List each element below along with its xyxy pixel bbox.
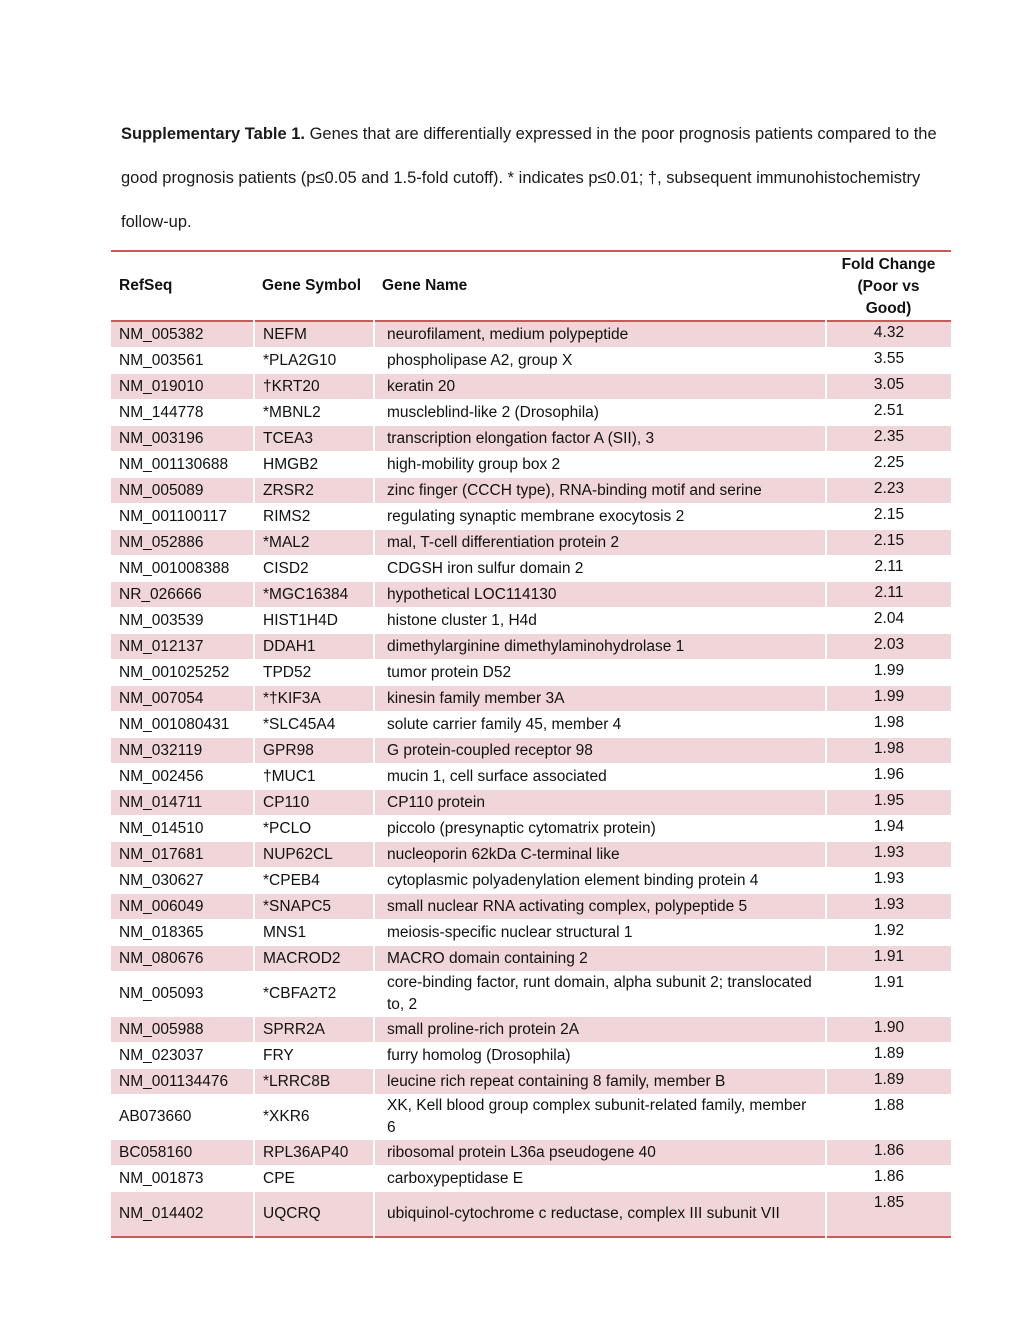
refseq-cell: NM_003196 [111, 426, 254, 452]
gene-name-text: regulating synaptic membrane exocytosis 2 [387, 507, 685, 525]
refseq-cell: NM_001100117 [111, 504, 254, 530]
header-row [111, 251, 951, 321]
gene-symbol-cell: FRY [254, 1043, 374, 1069]
fold-change-cell: 1.91 [873, 974, 905, 991]
refseq-cell: NM_032119 [111, 738, 254, 764]
refseq-cell: NR_026666 [111, 582, 254, 608]
gene-name-text: piccolo (presynaptic cytomatrix protein) [387, 819, 656, 837]
gene-name-cell [374, 634, 826, 660]
table-row [111, 1095, 951, 1140]
fold-change-cell: 1.98 [873, 714, 905, 731]
refseq-cell: NM_003561 [111, 348, 254, 374]
gene-name-cell [374, 1140, 826, 1166]
refseq-cell: NM_001080431 [111, 712, 254, 738]
gene-name-cell [374, 1043, 826, 1069]
header-fold-change [826, 251, 951, 321]
gene-name-text: histone cluster 1, H4d [387, 611, 537, 629]
refseq-cell: NM_018365 [111, 920, 254, 946]
gene-name-text: small nuclear RNA activating complex, polypeptide 5 [387, 897, 748, 915]
gene-name-cell [374, 348, 826, 374]
fold-change-cell: 1.85 [826, 1192, 951, 1238]
fold-change-cell: 2.23 [826, 478, 951, 504]
fold-change-cell: 1.89 [873, 1045, 905, 1062]
table-row [111, 1192, 951, 1238]
fold-change-cell: 2.25 [873, 454, 905, 471]
refseq-cell: NM_052886 [111, 530, 254, 556]
table-row [111, 920, 951, 946]
table-row [111, 660, 951, 686]
gene-name-text: ubiquinol-cytochrome c reductase, complex III subunit VII [387, 1205, 780, 1222]
gene-name-cell [374, 582, 826, 608]
fold-change-cell: 1.90 [826, 1017, 951, 1043]
fold-change-cell: 1.86 [826, 1140, 951, 1166]
gene-name-cell [374, 1069, 826, 1095]
table-row [111, 712, 951, 738]
refseq-cell: NM_001008388 [111, 556, 254, 582]
gene-symbol-cell: †MUC1 [254, 764, 374, 790]
table-row [111, 1017, 951, 1043]
table-row [111, 426, 951, 452]
gene-name-cell [374, 400, 826, 426]
gene-name-text: mucin 1, cell surface associated [387, 767, 607, 785]
fold-change-cell: 2.11 [874, 558, 904, 575]
table-row [111, 348, 951, 374]
gene-name-text: tumor protein D52 [387, 663, 512, 681]
fold-change-cell: 1.91 [826, 946, 951, 972]
gene-name-cell [374, 1095, 826, 1140]
gene-symbol-cell: *CBFA2T2 [254, 972, 374, 1017]
refseq-cell: NM_023037 [111, 1043, 254, 1069]
table-row [111, 790, 951, 816]
header-gene-name: Gene Name [382, 277, 468, 294]
table-row [111, 504, 951, 530]
caption-label: Supplementary Table 1. [121, 125, 305, 143]
gene-name-text: zinc finger (CCCH type), RNA-binding motif and serine [387, 481, 762, 499]
refseq-cell: NM_001873 [111, 1166, 254, 1192]
refseq-cell: NM_005093 [111, 972, 254, 1017]
gene-name-text: kinesin family member 3A [387, 689, 565, 707]
table-row [111, 1043, 951, 1069]
gene-name-cell [374, 504, 826, 530]
table-caption [121, 112, 941, 244]
gene-table [111, 250, 951, 1238]
fold-change-cell: 2.11 [826, 582, 951, 608]
gene-name-text: phospholipase A2, group X [387, 351, 573, 369]
gene-symbol-cell: *CPEB4 [254, 868, 374, 894]
gene-symbol-cell: *PLA2G10 [254, 348, 374, 374]
gene-symbol-cell: TPD52 [254, 660, 374, 686]
refseq-cell: NM_001025252 [111, 660, 254, 686]
header-fold-line2: (Poor vs Good) [857, 278, 920, 317]
gene-symbol-cell: *LRRC8B [254, 1069, 374, 1095]
fold-change-cell: 1.99 [873, 662, 905, 679]
fold-change-cell: 4.32 [826, 321, 951, 348]
gene-symbol-cell: TCEA3 [254, 426, 374, 452]
gene-name-cell [374, 530, 826, 556]
table-row [111, 1069, 951, 1095]
refseq-cell: NM_002456 [111, 764, 254, 790]
gene-symbol-cell: RIMS2 [254, 504, 374, 530]
gene-name-cell [374, 452, 826, 478]
fold-change-cell: 1.93 [826, 842, 951, 868]
fold-change-cell: 2.35 [826, 426, 951, 452]
table-row [111, 894, 951, 920]
table-row [111, 556, 951, 582]
gene-name-text: neurofilament, medium polypeptide [387, 325, 629, 343]
refseq-cell: NM_001130688 [111, 452, 254, 478]
gene-name-text: meiosis-specific nuclear structural 1 [387, 923, 633, 941]
refseq-cell: NM_005089 [111, 478, 254, 504]
gene-name-text: MACRO domain containing 2 [387, 949, 588, 967]
gene-symbol-cell: *SLC45A4 [254, 712, 374, 738]
refseq-cell: NM_144778 [111, 400, 254, 426]
fold-change-cell: 1.92 [873, 922, 905, 939]
refseq-cell: NM_005382 [111, 321, 254, 348]
fold-change-cell: 1.99 [826, 686, 951, 712]
gene-name-cell [374, 426, 826, 452]
refseq-cell: NM_080676 [111, 946, 254, 972]
refseq-cell: NM_007054 [111, 686, 254, 712]
fold-change-cell: 1.86 [873, 1168, 905, 1185]
fold-change-cell: 2.15 [873, 506, 905, 523]
gene-name-cell [374, 790, 826, 816]
gene-symbol-cell: CISD2 [254, 556, 374, 582]
gene-name-text: keratin 20 [387, 377, 456, 395]
refseq-cell: NM_019010 [111, 374, 254, 400]
gene-symbol-cell: †KRT20 [254, 374, 374, 400]
header-fold-line1: Fold Change [841, 256, 936, 273]
gene-name-cell [374, 556, 826, 582]
fold-change-cell: 1.93 [873, 870, 905, 887]
table-row [111, 868, 951, 894]
gene-name-text: cytoplasmic polyadenylation element binding protein 4 [387, 871, 759, 889]
refseq-cell: NM_003539 [111, 608, 254, 634]
table-row [111, 842, 951, 868]
gene-name-cell [374, 842, 826, 868]
table-row [111, 400, 951, 426]
gene-name-text: muscleblind-like 2 (Drosophila) [387, 403, 599, 421]
gene-symbol-cell: MACROD2 [254, 946, 374, 972]
fold-change-cell: 2.15 [826, 530, 951, 556]
fold-change-cell: 2.51 [873, 402, 905, 419]
gene-name-cell [374, 972, 826, 1017]
gene-name-cell [374, 738, 826, 764]
gene-name-cell [374, 374, 826, 400]
gene-name-text: CP110 protein [387, 793, 485, 811]
gene-symbol-cell: SPRR2A [254, 1017, 374, 1043]
gene-name-cell [374, 660, 826, 686]
gene-symbol-cell: UQCRQ [254, 1192, 374, 1238]
fold-change-cell: 2.03 [826, 634, 951, 660]
refseq-cell: NM_005988 [111, 1017, 254, 1043]
gene-name-cell [374, 1166, 826, 1192]
gene-symbol-cell: *SNAPC5 [254, 894, 374, 920]
gene-name-cell [374, 712, 826, 738]
header-refseq: RefSeq [119, 277, 173, 294]
fold-change-cell: 1.94 [873, 818, 905, 835]
gene-name-cell [374, 1192, 826, 1238]
gene-symbol-cell: MNS1 [254, 920, 374, 946]
gene-name-cell [374, 1017, 826, 1043]
refseq-cell: NM_017681 [111, 842, 254, 868]
fold-change-cell: 1.96 [873, 766, 905, 783]
gene-name-cell [374, 321, 826, 348]
gene-name-cell [374, 868, 826, 894]
refseq-cell: BC058160 [111, 1140, 254, 1166]
gene-name-cell [374, 764, 826, 790]
gene-name-text: dimethylarginine dimethylaminohydrolase 1 [387, 637, 685, 655]
table-row [111, 452, 951, 478]
refseq-cell: NM_006049 [111, 894, 254, 920]
gene-symbol-cell: GPR98 [254, 738, 374, 764]
refseq-cell: NM_012137 [111, 634, 254, 660]
gene-symbol-cell: HMGB2 [254, 452, 374, 478]
gene-symbol-cell: *MAL2 [254, 530, 374, 556]
table-body [111, 321, 951, 1237]
gene-name-cell [374, 894, 826, 920]
gene-symbol-cell: RPL36AP40 [254, 1140, 374, 1166]
table-row [111, 946, 951, 972]
header-gene-symbol: Gene Symbol [262, 277, 362, 294]
table-row [111, 321, 951, 348]
fold-change-cell: 2.04 [873, 610, 905, 627]
gene-symbol-cell: DDAH1 [254, 634, 374, 660]
gene-symbol-cell: *PCLO [254, 816, 374, 842]
refseq-cell: NM_014402 [111, 1192, 254, 1238]
refseq-cell: AB073660 [111, 1095, 254, 1140]
table-row [111, 608, 951, 634]
gene-name-text: XK, Kell blood group complex subunit-related family, member 6 [387, 1097, 807, 1136]
fold-change-cell: 1.98 [826, 738, 951, 764]
gene-symbol-cell: *†KIF3A [254, 686, 374, 712]
fold-change-cell: 1.93 [826, 894, 951, 920]
gene-symbol-cell: *XKR6 [254, 1095, 374, 1140]
caption-text: Genes that are differentially expressed in the poor prognosis patients compared to the good prognosis patients (p≤0.05 and 1.5-fold cutoff). * indicates p≤0.01; †, subsequent immunohistochemistry follow-up. [121, 125, 937, 231]
gene-name-text: hypothetical LOC114130 [387, 585, 557, 603]
table-row [111, 764, 951, 790]
table-row [111, 738, 951, 764]
table-row [111, 530, 951, 556]
gene-symbol-cell: ZRSR2 [254, 478, 374, 504]
gene-name-text: carboxypeptidase E [387, 1169, 524, 1187]
gene-name-cell [374, 816, 826, 842]
gene-symbol-cell: NUP62CL [254, 842, 374, 868]
table-row [111, 686, 951, 712]
gene-name-text: G protein-coupled receptor 98 [387, 741, 593, 759]
refseq-cell: NM_001134476 [111, 1069, 254, 1095]
table-row [111, 634, 951, 660]
gene-name-text: transcription elongation factor A (SII), 3 [387, 429, 655, 447]
gene-name-text: ribosomal protein L36a pseudogene 40 [387, 1143, 656, 1161]
fold-change-cell: 3.55 [873, 350, 905, 367]
refseq-cell: NM_014510 [111, 816, 254, 842]
fold-change-cell: 1.89 [826, 1069, 951, 1095]
table-row [111, 1166, 951, 1192]
fold-change-cell: 1.88 [873, 1097, 905, 1114]
refseq-cell: NM_030627 [111, 868, 254, 894]
gene-symbol-cell: *MBNL2 [254, 400, 374, 426]
gene-name-text: leucine rich repeat containing 8 family, member B [387, 1072, 726, 1090]
gene-name-cell [374, 920, 826, 946]
table-row [111, 816, 951, 842]
gene-symbol-cell: CP110 [254, 790, 374, 816]
table-row [111, 972, 951, 1017]
gene-symbol-cell: HIST1H4D [254, 608, 374, 634]
table-row [111, 374, 951, 400]
gene-name-cell [374, 686, 826, 712]
table-row [111, 478, 951, 504]
gene-name-text: nucleoporin 62kDa C-terminal like [387, 845, 620, 863]
gene-name-text: high-mobility group box 2 [387, 455, 561, 473]
fold-change-cell: 3.05 [826, 374, 951, 400]
gene-name-text: core-binding factor, runt domain, alpha subunit 2; translocated to, 2 [387, 974, 812, 1013]
fold-change-cell: 1.95 [826, 790, 951, 816]
gene-name-text: solute carrier family 45, member 4 [387, 715, 622, 733]
gene-name-text: small proline-rich protein 2A [387, 1020, 580, 1038]
gene-name-text: furry homolog (Drosophila) [387, 1046, 571, 1064]
gene-name-cell [374, 478, 826, 504]
gene-symbol-cell: CPE [254, 1166, 374, 1192]
refseq-cell: NM_014711 [111, 790, 254, 816]
gene-symbol-cell: *MGC16384 [254, 582, 374, 608]
gene-name-cell [374, 946, 826, 972]
gene-symbol-cell: NEFM [254, 321, 374, 348]
gene-name-cell [374, 608, 826, 634]
table-row [111, 1140, 951, 1166]
gene-name-text: CDGSH iron sulfur domain 2 [387, 559, 584, 577]
table-row [111, 582, 951, 608]
gene-name-text: mal, T-cell differentiation protein 2 [387, 533, 620, 551]
